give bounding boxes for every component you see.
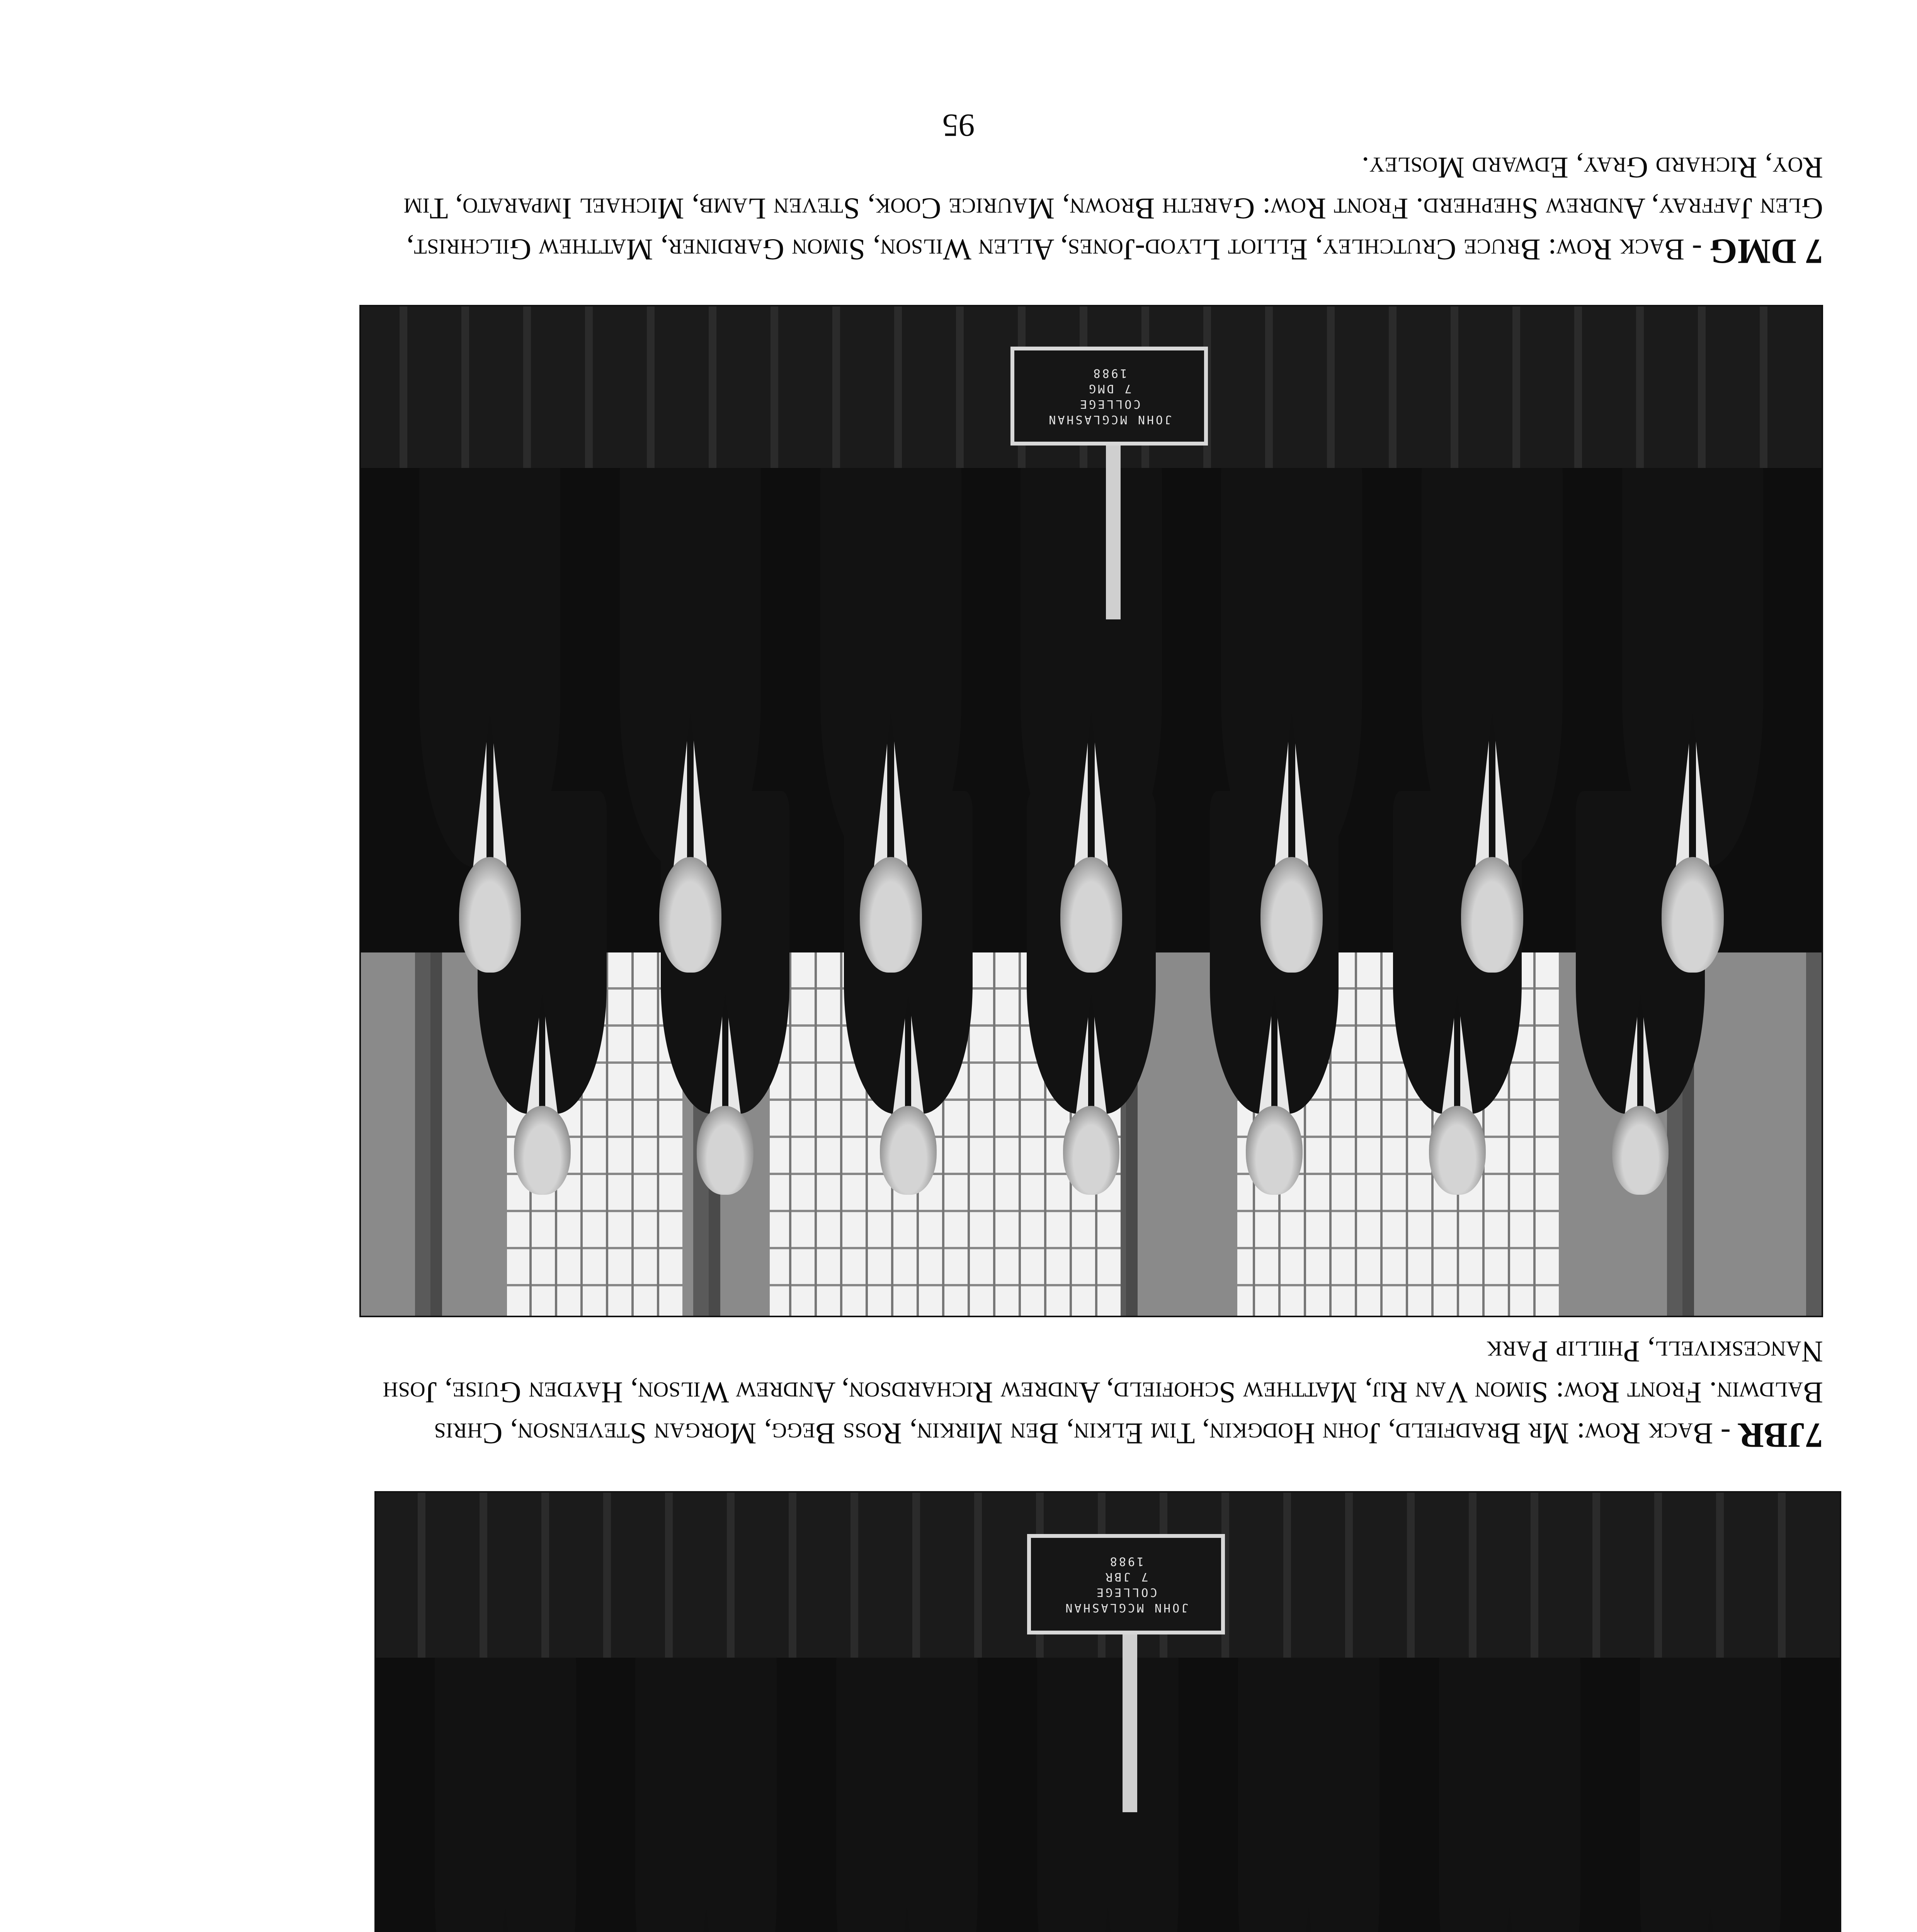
student-figure (435, 1637, 576, 1932)
caption-names: Back Row: Bruce Crutchley, Elliot Llyod-Jones, Allen Wilson, Simon Gardiner, Matthew Gilchrist, Glen Jaffray, Andrew Shepherd. Front Row: Gareth Brown, Maurice Cook, Steven Lamb, Michael Imparato, Tim Roy, Richard Gray, Edward Mosley. (403, 151, 1823, 267)
student-figure (1037, 1637, 1179, 1932)
class-photo-7dmg (359, 305, 1823, 1317)
student-figure (1422, 448, 1563, 973)
caption-names: Back Row: Mr Bradfield, John Hodgkin, Tim Elkin, Ben Mirkin, Ross Begg, Morgan Stevenson, Chris Baldwin. Front Row: Simon Van Rij, Matthew Schofield, Andrew Richardson, Andrew Wilson, Hayden Guise, Josh Nanceskivell, Phillip Park (383, 1335, 1823, 1451)
sign-post (1123, 1627, 1137, 1812)
sign-line: 7 JBR (1104, 1570, 1148, 1583)
sign-line: 7 DMG (1087, 382, 1132, 396)
sign-line: COLLEGE (1095, 1585, 1157, 1599)
student-figure (635, 1637, 777, 1932)
student-figure (1238, 1637, 1379, 1932)
student-figure (1221, 448, 1362, 973)
caption-separator: - (1713, 1417, 1738, 1451)
class-photo-7jbr (374, 1491, 1841, 1932)
sign-line: JOHN MCGLASHAN (1063, 1600, 1189, 1614)
sign-line: COLLEGE (1078, 397, 1141, 411)
student-figure (419, 448, 560, 973)
student-figure (1021, 448, 1162, 973)
student-figure (1622, 448, 1763, 973)
student-figure (820, 448, 961, 973)
student-figure (1640, 1637, 1781, 1932)
photo-caption-7jbr (355, 1331, 1823, 1456)
sign-post (1106, 438, 1121, 619)
class-code: 7 DMG (1709, 232, 1823, 271)
front-row-figures (419, 448, 1763, 973)
class-sign (1010, 347, 1208, 445)
caption-separator: - (1684, 233, 1710, 267)
student-figure (1439, 1637, 1580, 1932)
student-figure (620, 448, 761, 973)
sign-line: 1988 (1091, 366, 1127, 380)
front-row-figures (435, 1637, 1781, 1932)
sign-line: JOHN MCGLASHAN (1047, 413, 1172, 427)
page-number: 95 (942, 107, 975, 143)
photo-caption-7dmg (355, 147, 1823, 272)
class-sign (1027, 1534, 1225, 1634)
class-code: 7JBR (1738, 1416, 1823, 1455)
student-figure (836, 1637, 978, 1932)
sign-line: 1988 (1108, 1554, 1144, 1568)
